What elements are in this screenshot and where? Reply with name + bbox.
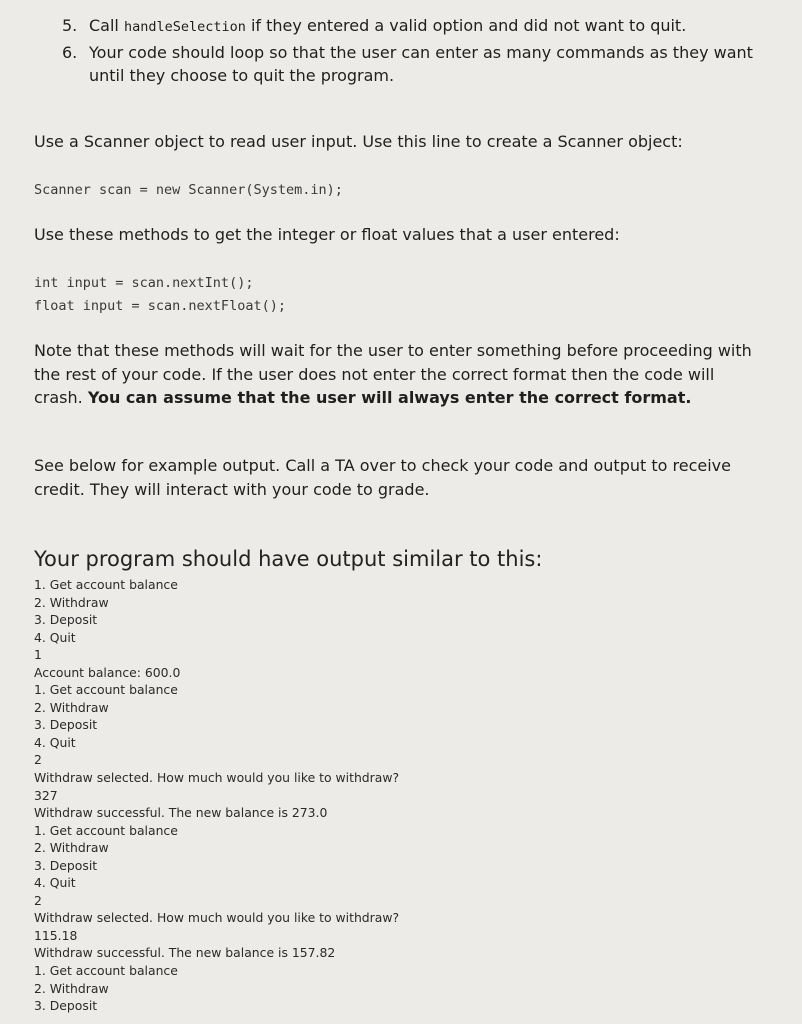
example-output bbox=[34, 576, 399, 1015]
output-line: 1. Get account balance bbox=[34, 682, 178, 698]
output-line: 2. Withdraw bbox=[34, 699, 109, 715]
output-line: 1. Get account balance bbox=[34, 577, 178, 592]
methods-intro: Use these methods to get the integer or float values that a user entered: bbox=[34, 225, 620, 244]
output-line: Account balance: 600.0 bbox=[34, 664, 181, 680]
output-line: 1. Get account balance bbox=[34, 822, 178, 838]
scanner-intro: Use a Scanner object to read user input. Use this line to create a Scanner object: bbox=[34, 132, 683, 151]
step-text: Your code should loop so that the user can enter as many commands as they want until they choose to quit the program. bbox=[89, 43, 753, 85]
output-line: 4. Quit bbox=[34, 734, 76, 750]
output-line: 2. Withdraw bbox=[34, 980, 109, 996]
note-bold: You can assume that the user will always enter the correct format. bbox=[87, 388, 692, 407]
step-text-pre: Call bbox=[89, 16, 124, 35]
method-code-int: int input = scan.nextInt(); bbox=[34, 275, 254, 291]
inline-code: handleSelection bbox=[123, 19, 246, 35]
output-line: 2 bbox=[34, 892, 42, 908]
step-text-post: if they entered a valid option and did not want to quit. bbox=[245, 16, 687, 35]
instruction-steps bbox=[62, 14, 762, 89]
output-line: Withdraw successful. The new balance is 157.82 bbox=[34, 945, 336, 961]
method-code-float: float input = scan.nextFloat(); bbox=[34, 298, 286, 314]
output-line: 327 bbox=[34, 787, 58, 803]
step-number: 6. bbox=[62, 43, 78, 62]
output-heading: Your program should have output similar to this: bbox=[34, 547, 543, 571]
step-text bbox=[89, 14, 686, 39]
see-below-paragraph: See below for example output. Call a TA over to check your code and output to receive credit. They will interact with your code to grade. bbox=[34, 456, 731, 499]
note-paragraph bbox=[34, 339, 764, 410]
output-line: 3. Deposit bbox=[34, 998, 98, 1014]
step-item bbox=[62, 14, 762, 39]
output-line: 1 bbox=[34, 647, 42, 663]
step-item bbox=[62, 41, 762, 87]
note-text: Note that these methods will wait for the user to enter something before proceeding with the rest of your code. If the user does not enter the correct format then the code will crash. bbox=[34, 341, 752, 407]
step-number: 5. bbox=[62, 16, 78, 35]
output-line: 2. Withdraw bbox=[34, 594, 109, 610]
output-line: 4. Quit bbox=[34, 875, 76, 891]
output-line: 1. Get account balance bbox=[34, 963, 178, 979]
output-line: 4. Quit bbox=[34, 629, 76, 645]
output-line: 3. Deposit bbox=[34, 612, 98, 628]
output-line: Withdraw selected. How much would you like to withdraw? bbox=[34, 910, 400, 926]
output-line: 2. Withdraw bbox=[34, 840, 109, 856]
output-line: 3. Deposit bbox=[34, 717, 98, 733]
scanner-code: Scanner scan = new Scanner(System.in); bbox=[34, 182, 343, 198]
output-line: 3. Deposit bbox=[34, 857, 98, 873]
output-line: Withdraw successful. The new balance is 273.0 bbox=[34, 805, 328, 821]
output-line: 2 bbox=[34, 752, 42, 768]
output-line: Withdraw selected. How much would you like to withdraw? bbox=[34, 770, 400, 786]
output-line: 115.18 bbox=[34, 927, 78, 943]
